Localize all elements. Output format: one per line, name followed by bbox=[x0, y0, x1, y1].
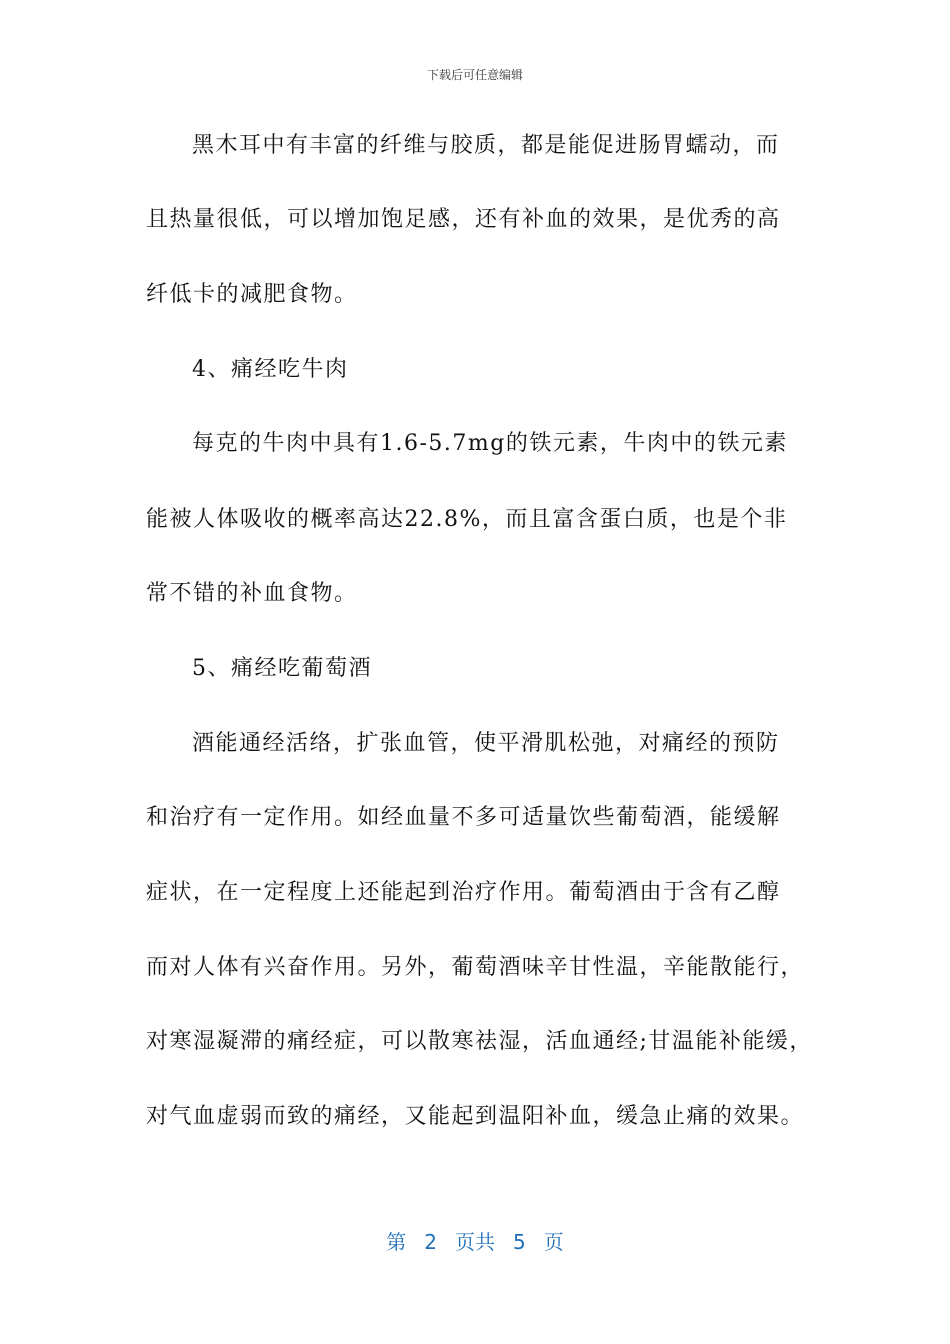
paragraph-line: 和治疗有一定作用。如经血量不多可适量饮些葡萄酒，能缓解 bbox=[146, 805, 781, 830]
footer-total-pages: 5 bbox=[513, 1230, 526, 1254]
paragraph-line: 而对人体有兴奋作用。另外，葡萄酒味辛甘性温，辛能散能行， bbox=[146, 955, 805, 980]
paragraph-line: 纤低卡的减肥食物。 bbox=[146, 282, 358, 307]
paragraph-line: 每克的牛肉中具有1.6-5.7mg的铁元素，牛肉中的铁元素 bbox=[192, 431, 788, 456]
paragraph-line: 症状，在一定程度上还能起到治疗作用。葡萄酒由于含有乙醇 bbox=[146, 880, 781, 905]
footer-current-page: 2 bbox=[424, 1230, 437, 1254]
paragraph-line: 且热量很低，可以增加饱足感，还有补血的效果，是优秀的高 bbox=[146, 207, 781, 232]
paragraph-line: 对寒湿凝滞的痛经症，可以散寒祛湿，活血通经;甘温能补能缓， bbox=[146, 1029, 813, 1054]
page-number-footer bbox=[0, 1226, 950, 1255]
section-heading: 5、痛经吃葡萄酒 bbox=[192, 656, 372, 681]
footer-prefix: 第 bbox=[386, 1230, 407, 1254]
paragraph-line: 对气血虚弱而致的痛经，又能起到温阳补血，缓急止痛的效果。 bbox=[146, 1104, 805, 1129]
paragraph-line: 能被人体吸收的概率高达22.8%，而且富含蛋白质，也是个非 bbox=[146, 507, 788, 532]
paragraph-line: 黑木耳中有丰富的纤维与胶质，都是能促进肠胃蠕动，而 bbox=[192, 133, 780, 158]
paragraph-line: 酒能通经活络，扩张血管，使平滑肌松弛，对痛经的预防 bbox=[192, 731, 780, 756]
footer-middle: 页共 bbox=[455, 1230, 495, 1254]
page-header-note: 下载后可任意编辑 bbox=[426, 68, 523, 82]
section-heading: 4、痛经吃牛肉 bbox=[192, 357, 349, 382]
footer-suffix: 页 bbox=[543, 1230, 564, 1254]
paragraph-line: 常不错的补血食物。 bbox=[146, 581, 358, 606]
